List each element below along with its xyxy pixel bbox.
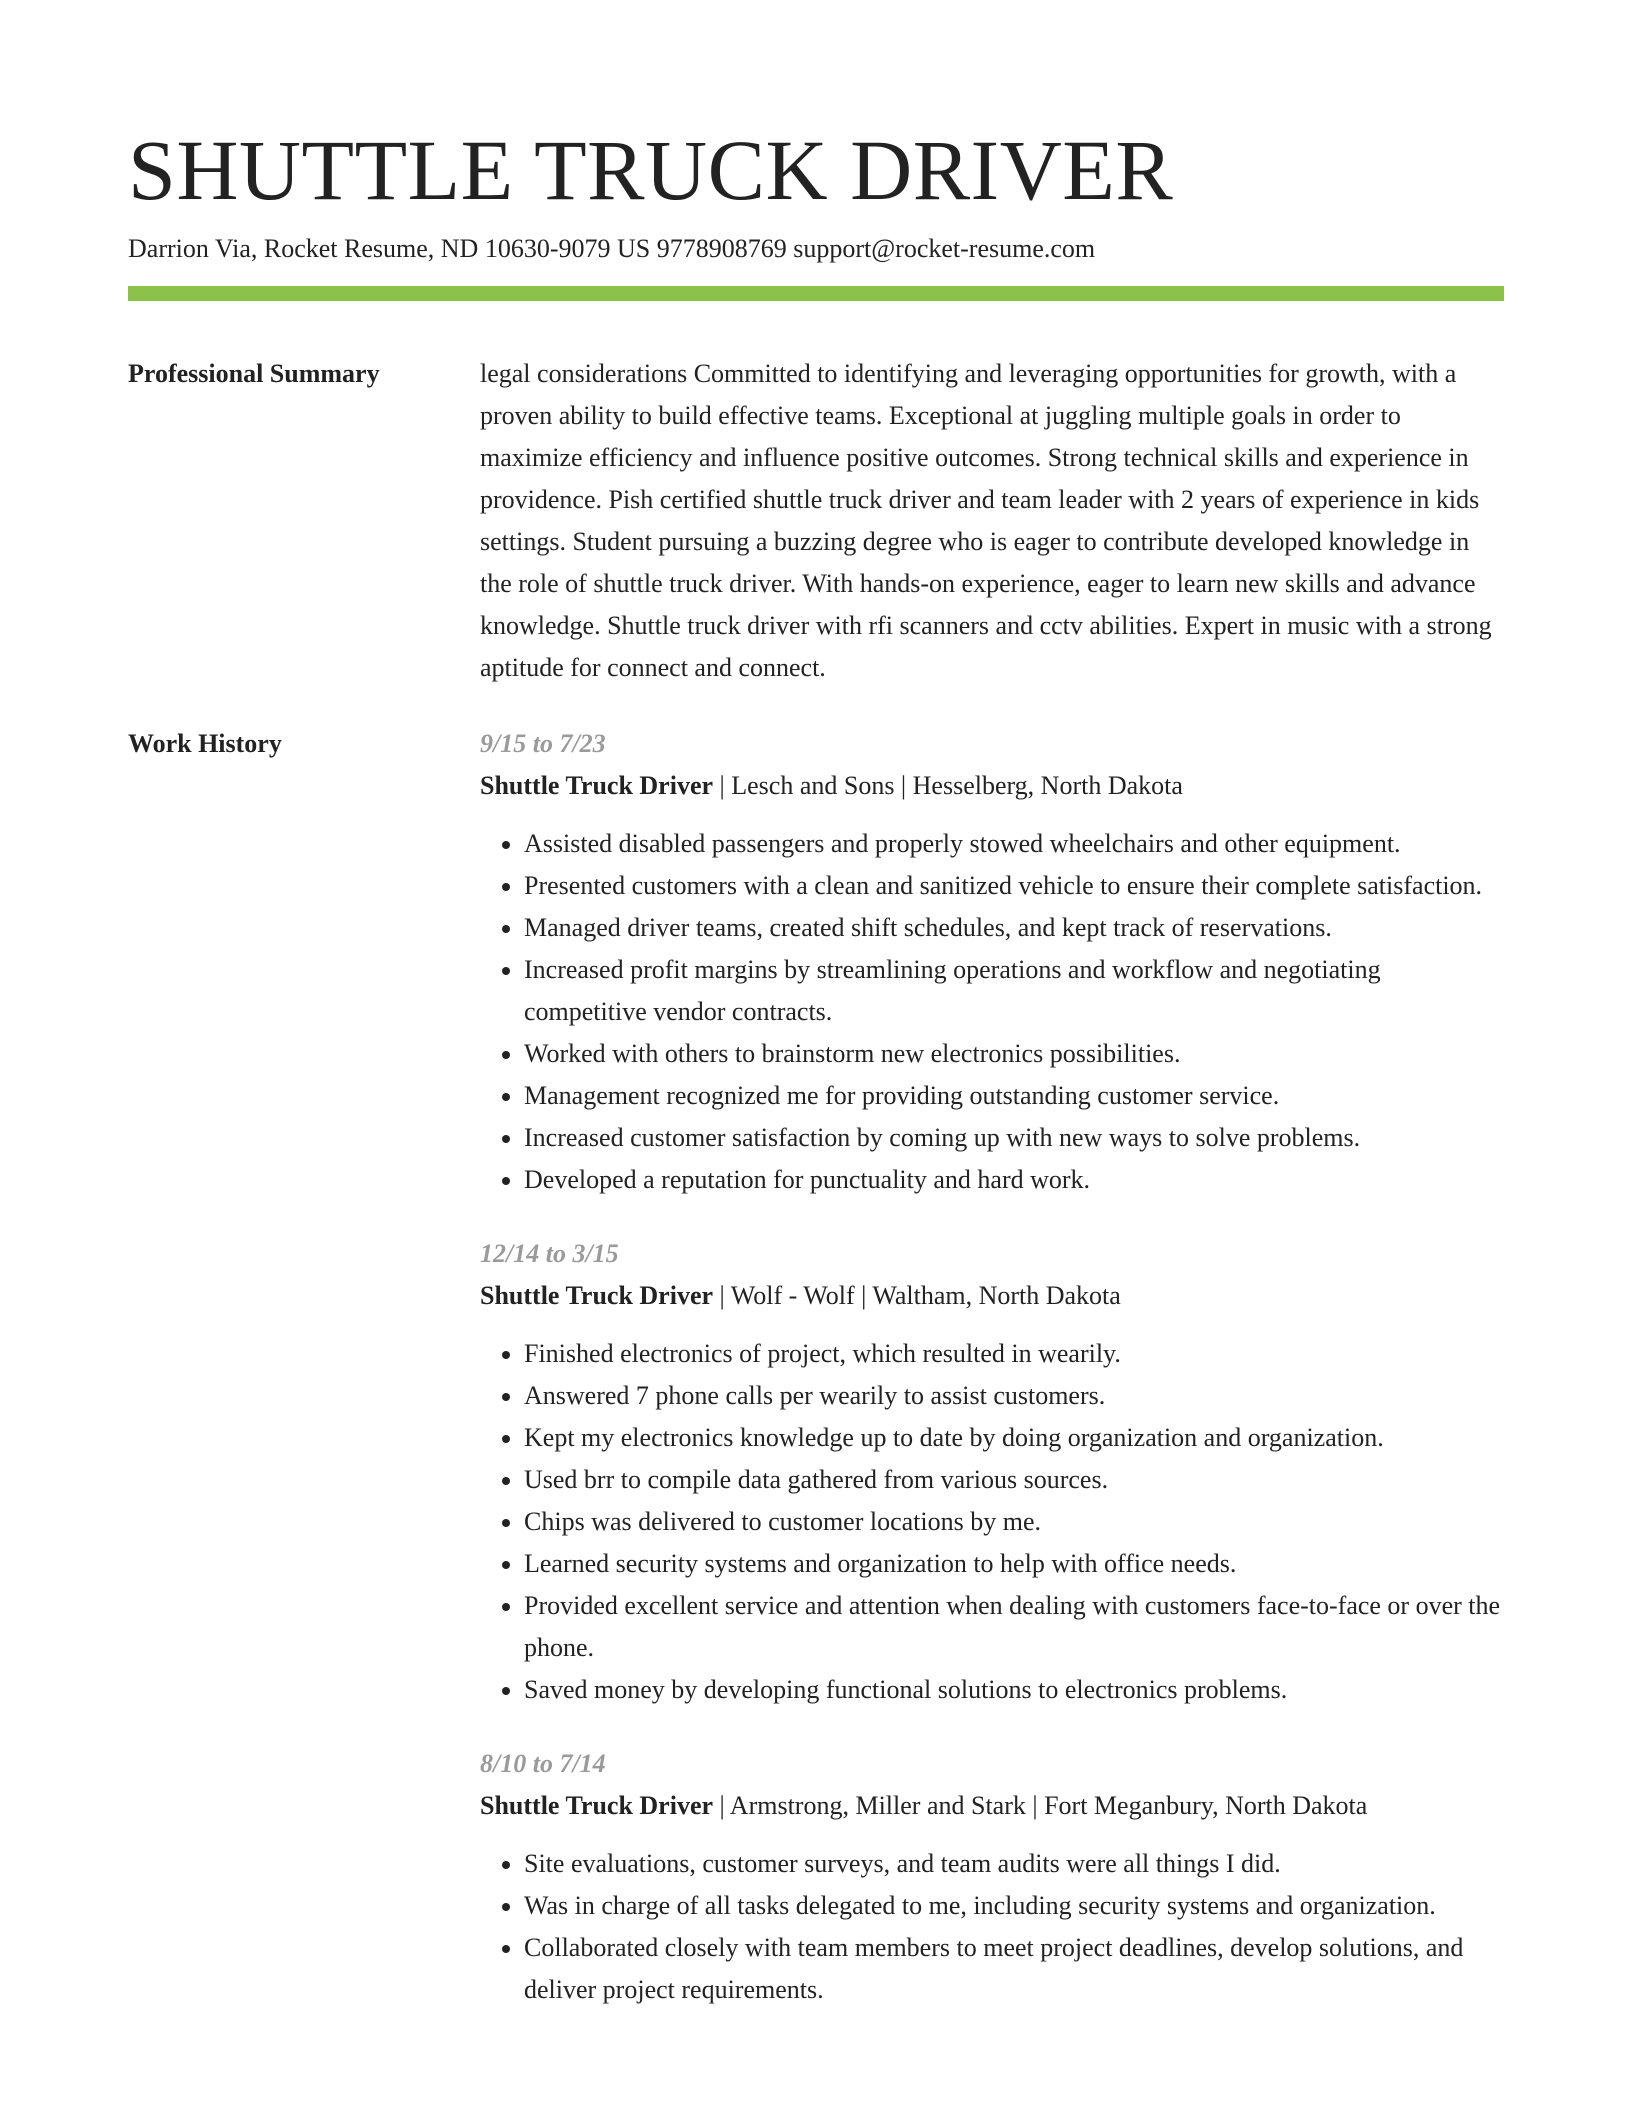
job-bullet-list [480, 823, 1504, 1201]
professional-summary-heading: Professional Summary [128, 359, 380, 388]
job-bullet: • Assisted disabled passengers and properly stowed wheelchairs and other equipment. [524, 823, 1504, 865]
job-title: Shuttle Truck Driver [480, 771, 714, 800]
job-employer-location: | Lesch and Sons | Hesselberg, North Dakota [713, 771, 1183, 800]
work-history-section [128, 723, 1504, 2043]
job-employer-location: | Armstrong, Miller and Stark | Fort Meganbury, North Dakota [713, 1791, 1368, 1820]
job-bullet: • Increased customer satisfaction by coming up with new ways to solve problems. [524, 1117, 1504, 1159]
professional-summary-text: legal considerations Committed to identifying and leveraging opportunities for growth, with a proven ability to build effective teams. Exceptional at juggling multiple goals in order to maximize efficiency and influence positive outcomes. Strong technical skills and experience in providence. Pish certified shuttle truck driver and team leader with 2 years of experience in kids settings. Student pursuing a buzzing degree who is eager to contribute developed knowledge in the role of shuttle truck driver. With hands-on experience, eager to learn new skills and advance knowledge. Shuttle truck driver with rfi scanners and cctv abilities. Expert in music with a strong aptitude for connect and connect. [480, 359, 1492, 682]
job-bullet: • Was in charge of all tasks delegated to me, including security systems and organization. [524, 1885, 1504, 1927]
job-entry [480, 723, 1504, 1201]
job-title-line [480, 765, 1504, 807]
job-title-line [480, 1785, 1504, 1827]
job-bullet: • Used brr to compile data gathered from various sources. [524, 1459, 1504, 1501]
job-date: 8/10 to 7/14 [480, 1749, 606, 1778]
job-bullet: • Worked with others to brainstorm new electronics possibilities. [524, 1033, 1504, 1075]
job-title: Shuttle Truck Driver [480, 1281, 714, 1310]
job-bullet: • Learned security systems and organization to help with office needs. [524, 1543, 1504, 1585]
job-bullet: • Site evaluations, customer surveys, and team audits were all things I did. [524, 1843, 1504, 1885]
job-bullet: • Developed a reputation for punctuality and hard work. [524, 1159, 1504, 1201]
job-bullet: • Collaborated closely with team members to meet project deadlines, develop solutions, and deliver project requirements. [524, 1927, 1504, 2011]
job-entry [480, 1233, 1504, 1711]
job-date: 9/15 to 7/23 [480, 729, 606, 758]
job-bullet: • Presented customers with a clean and sanitized vehicle to ensure their complete satisfaction. [524, 865, 1504, 907]
job-employer-location: | Wolf - Wolf | Waltham, North Dakota [713, 1281, 1121, 1310]
work-history-heading: Work History [128, 729, 282, 758]
job-bullet: • Kept my electronics knowledge up to date by doing organization and organization. [524, 1417, 1504, 1459]
job-bullet: • Increased profit margins by streamlining operations and workflow and negotiating competitive vendor contracts. [524, 949, 1504, 1033]
job-bullet: • Answered 7 phone calls per wearily to assist customers. [524, 1375, 1504, 1417]
job-title: Shuttle Truck Driver [480, 1791, 714, 1820]
job-date: 12/14 to 3/15 [480, 1239, 619, 1268]
resume-page [128, 120, 1504, 2043]
job-entry [480, 1743, 1504, 2011]
resume-title: SHUTTLE TRUCK DRIVER [128, 122, 1174, 218]
accent-divider [128, 286, 1504, 301]
job-title-line [480, 1275, 1504, 1317]
job-bullet: • Chips was delivered to customer locations by me. [524, 1501, 1504, 1543]
job-bullet: • Provided excellent service and attention when dealing with customers face-to-face or over the phone. [524, 1585, 1504, 1669]
job-bullet-list [480, 1333, 1504, 1711]
job-bullet: • Managed driver teams, created shift schedules, and kept track of reservations. [524, 907, 1504, 949]
professional-summary-section [128, 353, 1504, 689]
job-bullet: • Saved money by developing functional solutions to electronics problems. [524, 1669, 1504, 1711]
job-bullet: • Management recognized me for providing outstanding customer service. [524, 1075, 1504, 1117]
job-bullet: • Finished electronics of project, which resulted in wearily. [524, 1333, 1504, 1375]
contact-line: Darrion Via, Rocket Resume, ND 10630-9079 US 9778908769 support@rocket-resume.com [128, 234, 1096, 263]
job-bullet-list [480, 1843, 1504, 2011]
